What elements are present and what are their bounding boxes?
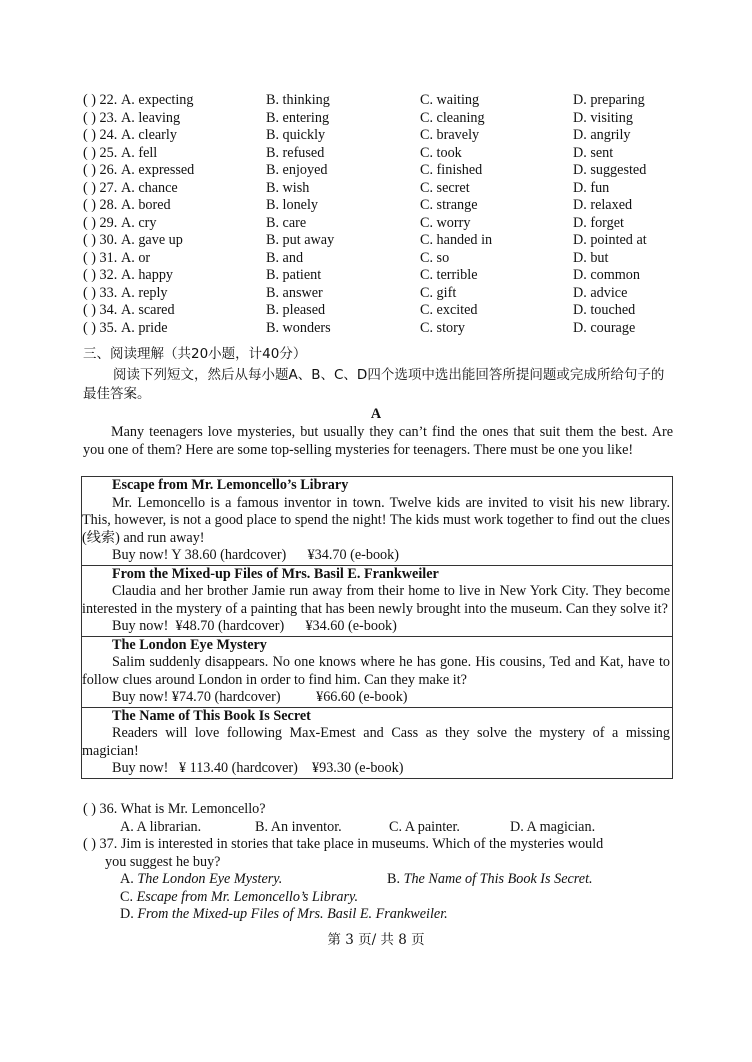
- option-row: [83, 127, 683, 145]
- option-b: B. pleased: [266, 302, 326, 318]
- option-d: D. advice: [573, 284, 628, 301]
- option-row: [83, 92, 683, 110]
- book-description: Claudia and her brother Jamie run away from their home to live in New York City. They become interested in the mystery of a painting that has been newly brought into the museum. Can they solve it?: [82, 583, 670, 617]
- option-c: C. so: [420, 249, 450, 266]
- option-b: B. put away: [266, 232, 335, 248]
- question-number: ( ) 31.: [83, 249, 118, 266]
- option-b: B. wonders: [266, 319, 331, 336]
- option-row: [83, 302, 683, 320]
- question-number: ( ) 29.: [83, 214, 118, 231]
- option-a: A. cry: [121, 214, 157, 231]
- option-c: [83, 889, 683, 907]
- question-stem-continued: you suggest he buy?: [105, 853, 221, 870]
- question-number: ( ) 33.: [83, 284, 118, 301]
- option-b-label: B.: [387, 871, 401, 887]
- question-number: ( ) 26.: [83, 162, 118, 178]
- option-d: D. but: [573, 249, 609, 266]
- option-c: C. worry: [420, 214, 471, 231]
- option-b: B. lonely: [266, 197, 319, 213]
- option-b: B. An inventor.: [255, 818, 342, 835]
- option-c: C. excited: [420, 302, 478, 318]
- option-a: A. expressed: [121, 162, 195, 178]
- option-a: [120, 871, 282, 889]
- book-table: [81, 476, 673, 779]
- option-c: C. waiting: [420, 92, 480, 108]
- option-d: D. common: [573, 267, 640, 283]
- option-a-label: A.: [120, 871, 134, 887]
- section-title: 三、阅读理解（共20小题，计40分）: [83, 346, 307, 362]
- option-b: B. care: [266, 214, 307, 231]
- option-c: C. took: [420, 144, 462, 161]
- book-description: Mr. Lemoncello is a famous inventor in town. Twelve kids are invited to visit his new library. This, however, is not a good place to spend the night! The kids must work together to find out the clues (线索) and run away!: [82, 494, 670, 546]
- option-a: A. gave up: [121, 232, 183, 248]
- option-b: B. patient: [266, 267, 322, 283]
- option-b: B. thinking: [266, 92, 330, 108]
- option-c: C. gift: [420, 284, 457, 301]
- instruction: 阅读下列短文，然后从每小题A、B、C、D四个选项中选出能回答所提问题或完成所给句子的最佳答案。: [83, 367, 665, 402]
- option-d: D. sent: [573, 144, 614, 161]
- book-entry: [82, 708, 672, 779]
- question-37: [83, 836, 683, 924]
- option-b: B. quickly: [266, 127, 326, 143]
- option-a: A. leaving: [121, 109, 181, 126]
- option-b: B. answer: [266, 284, 323, 301]
- option-d: D. angrily: [573, 127, 631, 143]
- option-d: D. pointed at: [573, 232, 647, 248]
- option-a: A. reply: [121, 284, 168, 301]
- option-row: [83, 232, 683, 250]
- question-number: ( ) 25.: [83, 144, 118, 161]
- question-number: ( ) 34.: [83, 302, 118, 318]
- book-entry: [82, 477, 672, 566]
- option-a: A. chance: [121, 179, 178, 196]
- book-price: Buy now! ¥74.70 (hardcover) ¥66.60 (e-book): [112, 689, 408, 705]
- option-c: C. secret: [420, 179, 470, 196]
- option-d: D. touched: [573, 302, 636, 318]
- option-b: B. entering: [266, 109, 330, 126]
- question-options: [83, 871, 683, 889]
- option-a-text: The London Eye Mystery.: [137, 871, 283, 887]
- question-number: ( ) 35.: [83, 319, 118, 336]
- book-title: The Name of This Book Is Secret: [112, 707, 311, 724]
- option-c: C. story: [420, 319, 465, 336]
- book-title: Escape from Mr. Lemoncello’s Library: [112, 477, 349, 493]
- option-c: C. strange: [420, 197, 478, 213]
- option-b: B. wish: [266, 179, 310, 196]
- option-a: A. scared: [121, 302, 175, 318]
- passage-letter: A: [370, 406, 382, 422]
- cloze-options: [83, 92, 683, 337]
- option-c: C. handed in: [420, 232, 493, 248]
- option-row: [83, 197, 683, 215]
- question-stem: ( ) 36. What is Mr. Lemoncello?: [83, 801, 266, 817]
- page-footer: 第 3 页/ 共 8 页: [327, 932, 425, 948]
- option-row: [83, 320, 683, 338]
- book-title: The London Eye Mystery: [112, 636, 267, 653]
- option-b-text: The Name of This Book Is Secret.: [403, 871, 593, 887]
- question-stem: ( ) 37. Jim is interested in stories that take place in museums. Which of the mysteries would: [83, 836, 604, 852]
- question-number: ( ) 23.: [83, 109, 118, 126]
- option-c: C. cleaning: [420, 109, 485, 126]
- option-d: D. relaxed: [573, 197, 633, 213]
- question-36: [83, 801, 683, 836]
- book-entry: [82, 637, 672, 708]
- option-row: [83, 145, 683, 163]
- option-a: A. expecting: [121, 92, 194, 108]
- option-row: [83, 215, 683, 233]
- option-a: A. or: [121, 249, 151, 266]
- question-number: ( ) 30.: [83, 232, 118, 248]
- book-description: Readers will love following Max-Emest and Cass as they solve the mystery of a missing magician!: [82, 725, 670, 759]
- book-price: Buy now! ¥ 113.40 (hardcover) ¥93.30 (e-book): [112, 760, 404, 776]
- option-d: D. fun: [573, 179, 610, 196]
- option-b: [387, 871, 593, 889]
- option-a: A. clearly: [121, 127, 177, 143]
- question-number: ( ) 24.: [83, 127, 118, 143]
- option-c: C. terrible: [420, 267, 478, 283]
- option-row: [83, 162, 683, 180]
- question-number: ( ) 27.: [83, 179, 118, 196]
- option-a: A. A librarian.: [120, 818, 202, 835]
- option-a: A. fell: [121, 144, 158, 161]
- book-description: Salim suddenly disappears. No one knows where he has gone. His cousins, Ted and Kat, have to follow clues around London in order to find him. Can they make it?: [82, 654, 670, 688]
- option-d: [83, 906, 683, 924]
- option-b: B. enjoyed: [266, 162, 328, 178]
- option-d: D. courage: [573, 319, 636, 336]
- book-price: Buy now! Y 38.60 (hardcover) ¥34.70 (e-book): [112, 547, 399, 563]
- question-number: ( ) 32.: [83, 267, 118, 283]
- option-b: B. refused: [266, 144, 325, 161]
- option-d-label: D.: [120, 906, 134, 922]
- option-b: B. and: [266, 249, 304, 266]
- option-c-label: C.: [120, 888, 134, 905]
- option-d: D. visiting: [573, 109, 633, 126]
- option-c: C. A painter.: [389, 818, 460, 835]
- option-row: [83, 250, 683, 268]
- book-price: Buy now! ¥48.70 (hardcover) ¥34.60 (e-book): [112, 618, 397, 634]
- passage-intro: Many teenagers love mysteries, but usually they can’t find the ones that suit them the best. Are you one of them? Here are some top-selling mysteries for teenagers. There must be one you like!: [83, 424, 673, 458]
- book-title: From the Mixed-up Files of Mrs. Basil E. Frankweiler: [112, 565, 439, 582]
- option-d-text: From the Mixed-up Files of Mrs. Basil E. Frankweiler.: [137, 906, 448, 922]
- question-number: ( ) 28.: [83, 197, 118, 213]
- option-c: C. finished: [420, 162, 483, 178]
- book-entry: [82, 566, 672, 637]
- question-number: ( ) 22.: [83, 92, 118, 108]
- option-d: D. preparing: [573, 92, 645, 108]
- option-c: C. bravely: [420, 127, 480, 143]
- option-row: [83, 110, 683, 128]
- option-row: [83, 180, 683, 198]
- option-d: D. suggested: [573, 162, 647, 178]
- option-a: A. bored: [121, 197, 171, 213]
- option-row: [83, 285, 683, 303]
- option-d: D. A magician.: [510, 818, 596, 835]
- option-d: D. forget: [573, 214, 624, 231]
- option-row: [83, 267, 683, 285]
- question-options: [83, 819, 683, 837]
- option-a: A. happy: [121, 267, 174, 283]
- option-c-text: Escape from Mr. Lemoncello’s Library.: [136, 888, 359, 905]
- option-a: A. pride: [121, 319, 168, 336]
